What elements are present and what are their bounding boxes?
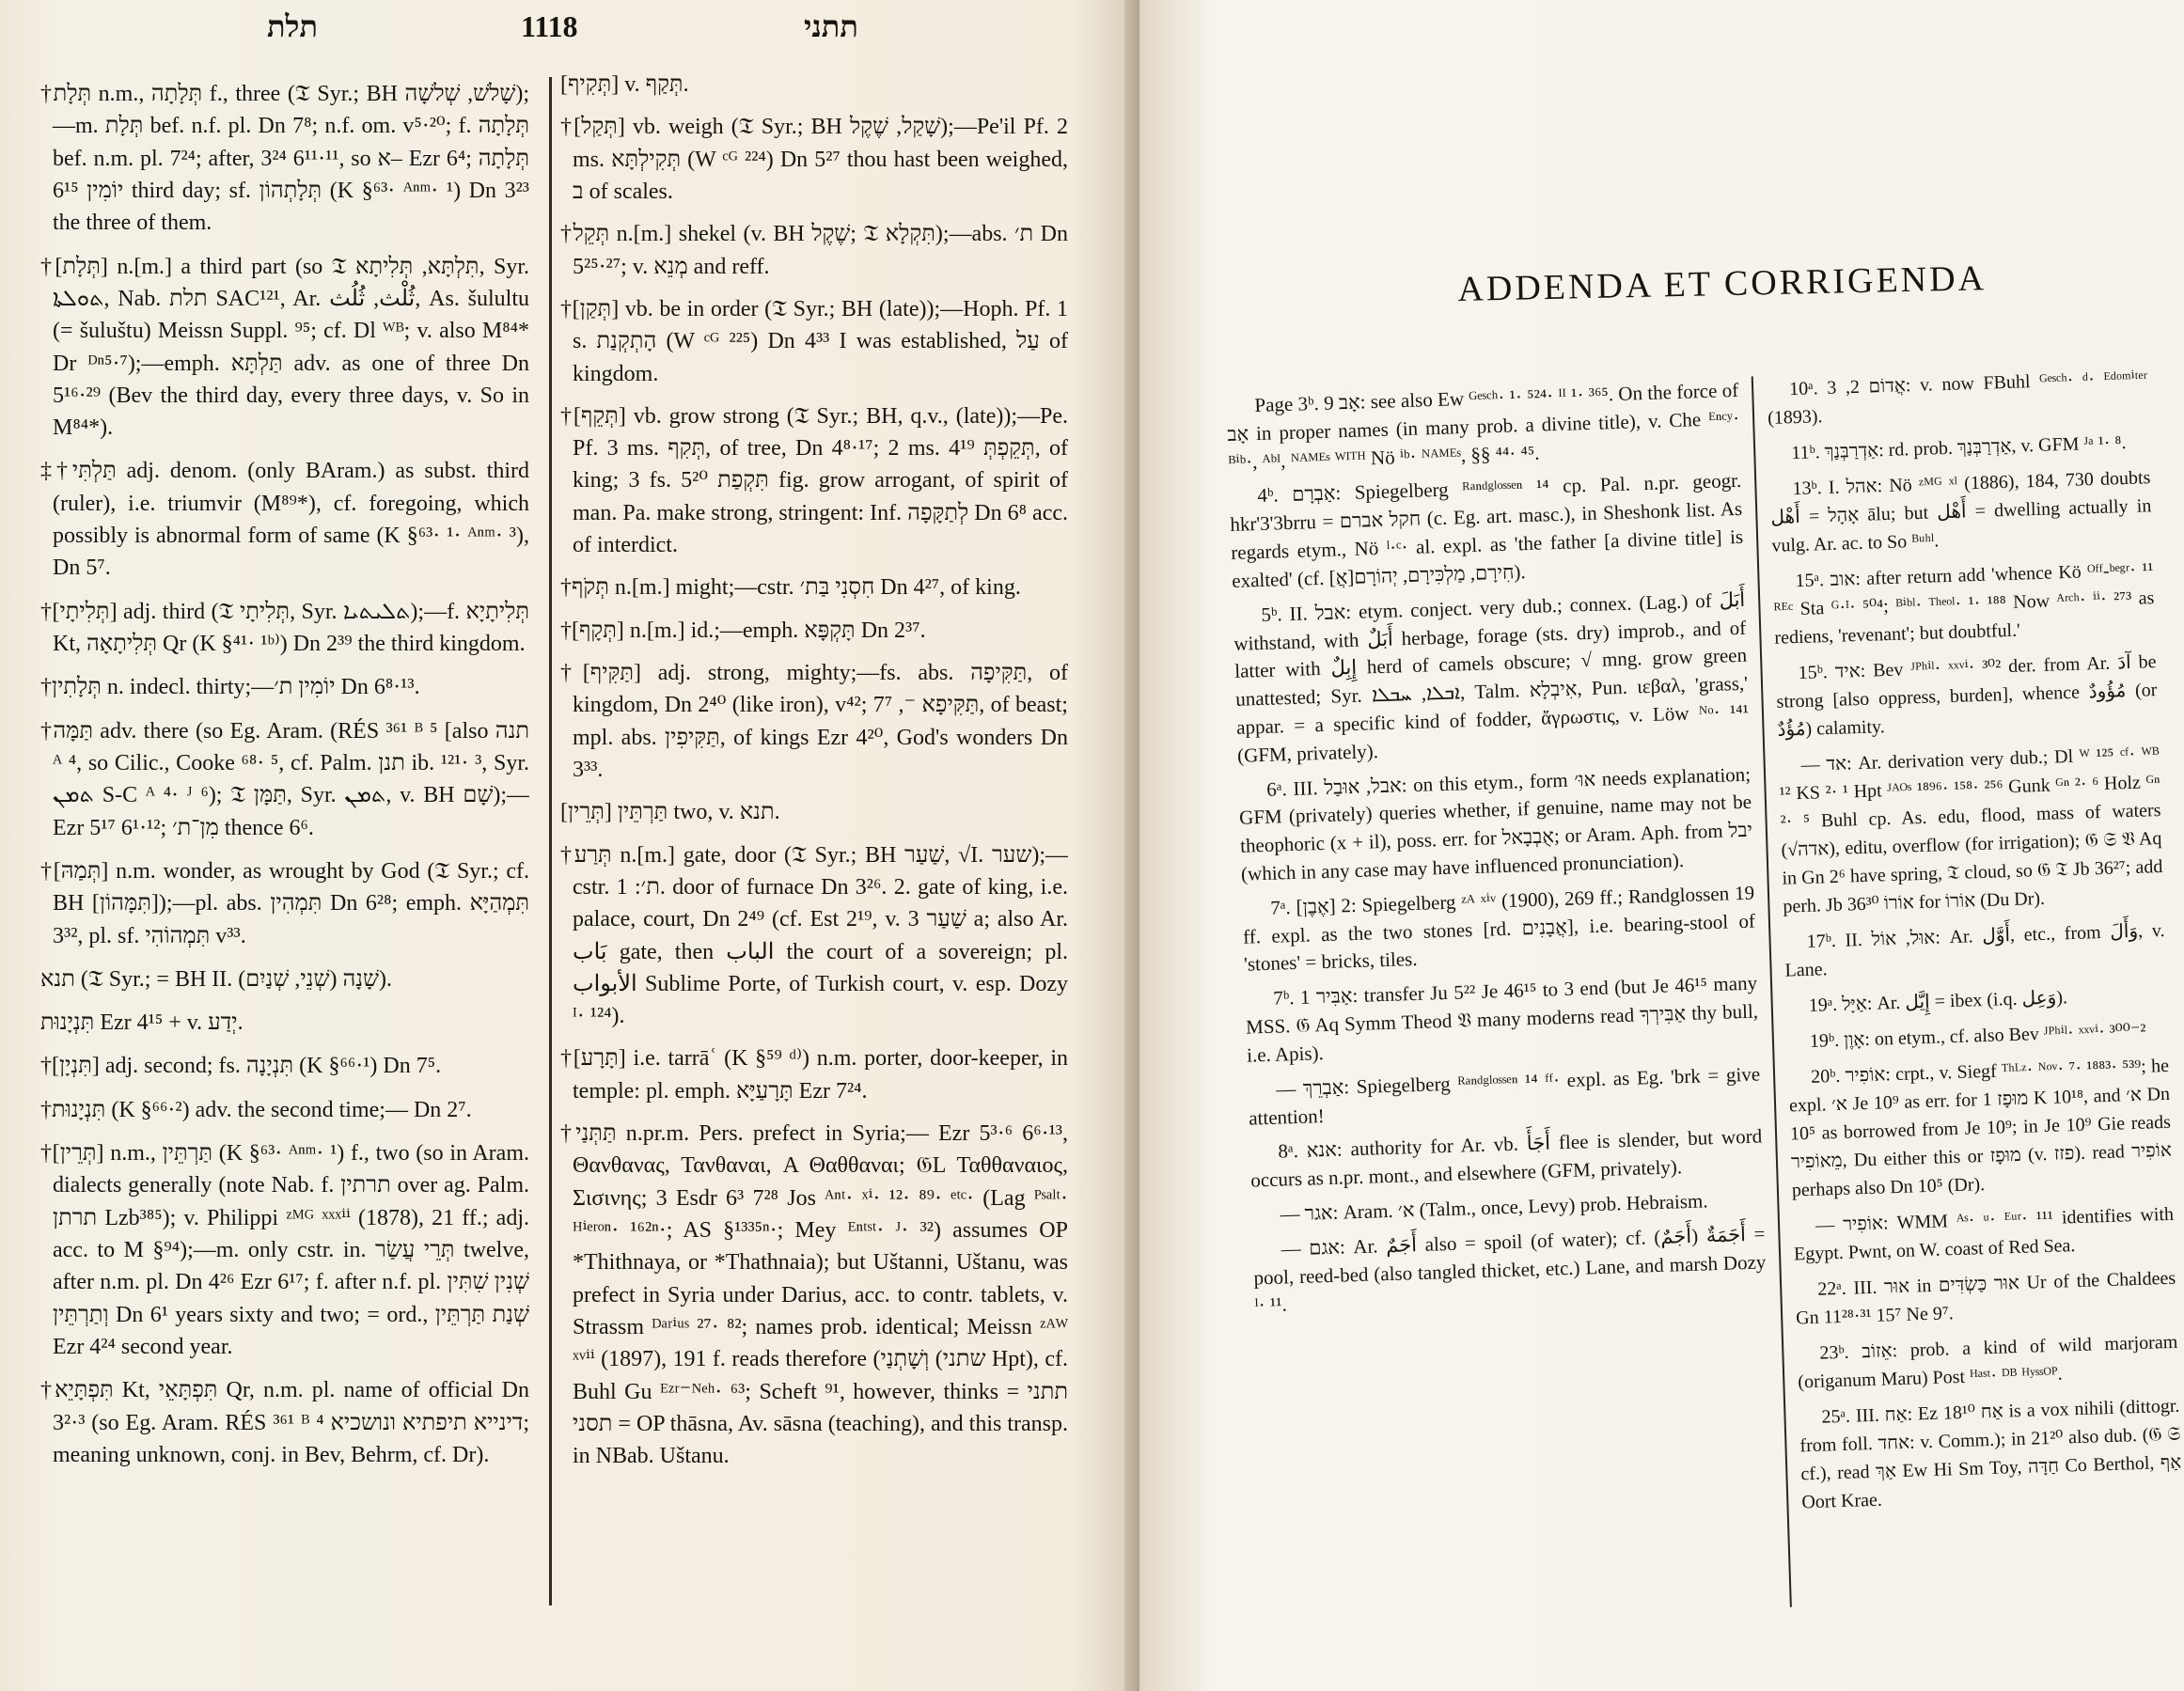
addenda-entry: — אד: Ar. derivation very dub.; Dl ᵂ ¹²⁵ ᶜᶠ· ᵂᴮ ¹² KS ²· ¹ Hpt ᴶᴬᴼˢ ¹⁸⁹⁶· ¹⁵⁸· ²⁵⁶ Gunk ᴳⁿ ²· ⁶ Holz ᴳⁿ ²· ⁵ Buhl cp. As. edu, flood, mass of waters (√אדה), editu, overflow (for irrigation); 𝔊 𝔖 𝔙 Aq in Gn 2⁶ have spring, 𝔗 cloud, so 𝔊 𝔗 Jb 36²⁷; add perh. Jb 36³⁰ אוֹרוֹ for אוֹרוֹ (Du Dr). (1779, 744, 2163, 917)
dictionary-entry: †[תַּקִּיף] adj. strong, mighty;—fs. abs. תַּקִּיפָה, of kingdom, Dn 2⁴⁰ (like iron), v⁴²; תַּקִּיפָא ⁻, 7⁷, of beast; mpl. abs. תַּקִּיפִין, of kings Ezr 4²⁰, God's wonders Dn 3³³. (560, 661, 1068, 782)
dictionary-entry: †[תְּרֵין] n.m., תַּרְתֵּין (K §⁶³· ᴬⁿᵐ· ¹) f., two (so in Aram. dialects generally (note Nab. f. תרתין over ag. Palm. תרתן Lzb³⁸⁵); v. Philippi ᶻᴹᴳ ˣˣˣⁱⁱ (1878), 21 ff.; adj. acc. to M §⁹⁴);—m. only cstr. in. תְּרֵי עֲשַׂר twelve, after n.m. pl. Dn 4²⁶ Ezr 6¹⁷; f. after n.f. pl. שְׁנִין שִׁתִּין וְתַרְתֵּין Dn 6¹ years sixty and two; = ord., שְׁנַת תַּרְתֵּין Ezr 4²⁴ second year. (40, 1141, 529, 1359)
addenda-entry: 7ᵇ. אַבִּיר 1: transfer Ju 5²² Je 46¹⁵ to 3 end (but Je 46¹⁵ many MSS. 𝔊 Aq Symm Theod 𝔙 many moderns read אַבִּירְךָ thy bull, i.e. Apis). (1245, 971, 1759, 1067)
addenda-entry: 7ᵃ. [אֶבֶן] 2: Spiegelberg ᶻᴬ ˣⁱᵛ (1900), 269 ff.; Randglossen 19 ff. expl. as the two stones [rd. אֲבָנִים], i.e. bearing-stool of 'stones' = bricks, tiles. (1242, 881, 1756, 977)
dictionary-entry: †[תְּקַן] vb. be in order (𝔗 Syr.; BH (late));—Hoph. Pf. 1 s. הָתְקְנַת (W ᶜᴳ ²²⁵) Dn 4³³ I was established, עַל of kingdom. (560, 296, 1068, 386)
addenda-entry: — אוֹפִיר: WMM ᴬˢ· ᵘ· ᴱᵘʳ· ¹¹¹ identifies with Egypt. Pwnt, on W. coast of Red Sea. (1793, 1203, 2175, 1265)
addenda-entry: 25ᵃ. III. אַח: Ez 18¹⁰ אַח is a vox nihili (dittogr. from foll. אחד: v. Comm.); in 21²⁰ also dub. (𝔊 𝔖 cf.), read אַךְ Ew Hi Sm Toy, חַדָּה Co Berthol, אַף Oort Krae. (1799, 1395, 2182, 1513)
right-page (1139, 0, 2184, 1691)
dictionary-entry: †תִּנְיָנוּת (K §⁶⁶·²) adv. the second time;— Dn 2⁷. (40, 1097, 472, 1122)
dictionary-entry: †[תְּלָת] n.[m.] a third part (so 𝔗 תִּלְתָּא, תְּלִיתָא, Syr. ܬܘܠܬܐ, Nab. תלת SAC¹²¹, Ar. ثُلْث, ثُلُث, As. šulultu (= šuluštu) Meissn Suppl. ⁹⁵; cf. Dl ᵂᴮ; v. also M⁸⁴* Dr ᴰⁿ⁵·⁷);—emph. תַּלְתָּא adv. as one of three Dn 5¹⁶·²⁹ (Bev the third day, every three days, v. So in M⁸⁴*). (40, 254, 529, 441)
dictionary-entry: †תְּקֹף n.[m.] might;—cstr. חִסְנִי בַּת׳ Dn 4²⁷, of king. (560, 575, 1021, 601)
addenda-entry: — אגם: Ar. أَجَمٌ also = spoil (of water); cf. أَجَمَةٌ (أَجَمٌ) = pool, reed-bed (also tangled thicket, etc.) Lane, and marsh Dozy ᴵ· ¹¹. (1253, 1222, 1767, 1317)
addenda-entry: 19ᵃ. אַיָּל: Ar. إِيَّل = ibex (i.q. وَعِل). (1808, 987, 2068, 1016)
dictionary-entry: [תְּרֵין] תַּרְתֵּין two, v. תנא. (560, 800, 780, 825)
dictionary-entry: †[תִּנְיָן] adj. second; fs. תִּנְיָנָה (K §⁶⁶·¹) Dn 7⁵. (40, 1054, 442, 1079)
addenda-entry: 10ᵃ. אֲדוֹם 2, 3: v. now FBuhl ᴳᵉˢᶜʰ· ᵈ· ᴱᵈᵒᵐⁱᵗᵉʳ (1893). (1767, 368, 2148, 429)
addenda-entry: 15ᵇ. איד: Bev ᴶᴾʰⁱˡ· ˣˣᵛⁱ· ³⁰² der. from Ar. آدَ be strong [also oppress, burden], whence مُؤُودٌ (or مُؤُدٌ) calamity. (1776, 651, 2158, 741)
left-page-column-two (560, 69, 1068, 1638)
dictionary-entry: †[תְּמַהּ] n.m. wonder, as wrought by God (𝔗 Syr.; cf. BH [תִּמָּהוֹן]);—pl. abs. תִּמְהִין Dn 6²⁸; emph. תִּמְהַיָּא 3³², pl. sf. תִּמְהוֹהִי v³³. (40, 858, 529, 948)
addenda-column-two (1767, 364, 2184, 1653)
dictionary-entry: †תְּלָתִין n. indecl. thirty;—יוֹמִין ת׳ Dn 6⁸·¹³. (40, 675, 420, 700)
dictionary-entry: †[תָּרָע] i.e. tarrāʿ (K §⁵⁹ ᵈ⁾) n.m. porter, door-keeper, in temple: pl. emph. תָּרָעַיָּא Ezr 7²⁴. (560, 1046, 1068, 1104)
dictionary-entry: †תַּתְּנַי n.pr.m. Pers. prefect in Syria;— Ezr 5³·⁶ 6⁶·¹³, Θανθανας, Τανθαναι, A Θαθθαναι; 𝔊L Ταθθαναιος, Σισινης; 3 Esdr 6³ 7²⁸ Jos ᴬⁿᵗ· ˣⁱ· ¹²· ⁸⁹· ᵉᵗᶜ· (Lag ᴾˢᵃˡᵗ· ᴴⁱᵉʳᵒⁿ· ¹⁶²ⁿ·; AS §¹³³⁵ⁿ·; Mey ᴱⁿᵗˢᵗ· ᴶ· ³²) assumes OP *Thithnaya, or *Thathnaia); but Uštanni, Uštanu, was prefect in Syria under Darius, acc. to contr. tablets, v. Strassm ᴰᵃʳⁱᵘˢ ²⁷· ⁸²; names prob. identical; Meissn ᶻᴬᵂ ˣᵛⁱⁱ (1897), 191 f. reads therefore (וְשָׁתְנַי (שתני Hpt), cf. Buhl Gu ᴱᶻʳ⁻ᴺᵉʰ· ⁶³; Scheft ⁹¹, however, thinks תתני = תסני = OP thāsna, Av. sāsna (teaching), and this transp. in NBab. Uštanu. (560, 1121, 1068, 1469)
addenda-entry: 20ᵇ. אוֹפִיר: crpt., v. Siegf ᵀʰᴸᶻ· ᴺᵒᵛ· ⁷· ¹⁸⁸³· ⁵³⁹; he expl. א׳ Je 10⁹ as err. for מוּפָז 1 K 10¹⁸, and א׳ Dn 10⁵ as borrowed from Je 10⁹; in Je 10⁹ Gie reads מֵאוֹפִיר, Du either this or מוּפָז (v. פזז). read אוֹפִיר perhaps also Dn 10⁵ (Dr). (1788, 1055, 2173, 1201)
addenda-entry: 6ᵃ. III. אבל, אוּבַל: on this etym., form אוּ׳ needs explanation; GFM (privately) queries whether, if genuine, name may not be theophoric (x + il), poss. err. for אֻבְבָאל; or Aram. Aph. from יבל (which in any case may have influenced pronunciation). (1238, 762, 1753, 885)
addenda-entry: Page 3ᵇ. אָב 9: see also Ew ᴳᵉˢᶜʰ· ¹· ⁵²⁴· ᴵᴵ ¹· ³⁶⁵. On the force of אָב in proper names (in many prob. a divine title), v. Che ᴱⁿᶜʸ· ᴮⁱᵇ·, ᴬᵇᴵ, ᴺᴬᴹᴱˢ ᵂᴵᵀᴴ Nö ⁱᵇ· ᴺᴬᴹᴱˢ, §§ ⁴⁴· ⁴⁵. (1226, 378, 1740, 474)
addenda-entry: 17ᵇ. II. אוּל, אוֹל: Ar. أَوَّل, etc., from وَأَلَ, v. Lane. (1784, 919, 2165, 981)
addenda-entry: 22ᵃ. III. אוּר in אוּר כַּשְׂדִּים Ur of the Chaldees Gn 11²⁸·³¹ 15⁷ Ne 9⁷. (1795, 1267, 2176, 1329)
dictionary-entry: †תִּפְתָּיֵא Kt, תִּפְתָּאֵי Qr, n.m. pl. name of official Dn 3²·³ (so Eg. Aram. RÉS ³⁶¹ ᴮ ⁴ דינייא תיפתיא ונושכיא; meaning unknown, conj. in Bev, Behrm, cf. Dr). (40, 1378, 529, 1467)
addenda-entry: — אגר: Aram. א׳ (Talm., once, Levy) prob. Hebraism. (1280, 1189, 1708, 1226)
addenda-entry: 15ᵃ. אוב: after return add 'whence Kö ᴼᶠᶠ-ᵇᵉᵍʳ· ¹¹ ᴿᴱᶜ Sta ᴳ·ᴵ· ⁵⁰⁴; ᴮⁱᵇˡ· ᵀʰᵉᵒˡ· ¹· ¹⁸⁸ Now ᴬʳᶜʰ· ⁱⁱ· ²⁷³ as rediens, 'revenant'; but doubtful.' (1773, 559, 2155, 649)
right-running-head: תתני (804, 9, 858, 43)
left-page-column-one (40, 78, 529, 1648)
dictionary-entry: †תַּמָּה adv. there (so Eg. Aram. (RÉS ³⁶¹ ᴮ ⁵ [also תנה ᴬ ⁴, so Cilic., Cooke ⁶⁸· ⁵, cf. Palm. תנן ib. ¹²¹· ³, Syr. ܬܡܢ S-C ᴬ ⁴· ᴶ ⁶); 𝔗 תַּמָּן, Syr. ܬܡܢ, v. BH שָׁם);—Ezr 5¹⁷ 6¹·¹²; מִן־ת׳ thence 6⁶. (40, 718, 529, 840)
addenda-title: ADDENDA ET CORRIGENDA (1457, 258, 1988, 309)
addenda-entry: 5ᵇ. II. אבל: etym. conject. very dub.; connex. (Lag.) of أَبَلَ withstand, with أَبَلٌ herbage, forage (sts. dry) improb., and of latter with إِبِلٌ herd of camels obscure; √ mng. grow green unattested; Syr. ܐܒܠܐ, ܚܒܠܐ, Talm. אִיבְלָא, Pun. ιεβαλ, 'grass,' appar. = a specific kind of fodder, ἄγρωστις, v. Löw ᴺᵒ· ¹⁴¹ (GFM, privately). (1233, 587, 1750, 767)
dictionary-entry: †[תְּקֵף] vb. grow strong (𝔗 Syr.; BH, q.v., (late));—Pe. Pf. 3 ms. תְּקִף, of tree, Dn 4⁸·¹⁷; 2 ms. תְּקֵפְתְּ 4¹⁹, of king; 3 fs. תִּקְפַת 5²⁰ fig. grow arrogant, of spirit of man. Pa. make strong, stringent: Inf. לְתַקָּפָה Dn 6⁸ acc. of interdict. (560, 403, 1068, 558)
dictionary-entry: תנא (𝔗 Syr.; = BH II. שָׁנָה (שְׁנֵי, שְׁנַיִם)). (40, 966, 393, 992)
addenda-entry: — אַבְרֵךְ: Spiegelberg ᴿᵃⁿᵈᵍˡᵒˢˢᵉⁿ ¹⁴ ᶠᶠ· expl. as Eg. 'brk = give attention! (1248, 1062, 1761, 1130)
dictionary-entry: †[תְּקָף] n.[m.] id.;—emph. תָּקְפָּא Dn 2³⁷. (560, 618, 926, 643)
addenda-entry: 23ᵇ. אֵזוֹב: prob. a kind of wild marjoram (origanum Maru) Post ᴴᵃˢᵗ· ᴰᴮ ᴴʸˢˢᴼᴾ. (1798, 1331, 2178, 1393)
addenda-entry: 4ᵇ. אַבְרָם: Spiegelberg ᴿᵃⁿᵈᵍˡᵒˢˢᵉⁿ ¹⁴ cp. Pal. n.pr. geogr. hkr'3'3brru = חקל אברם (c. Eg. art. masc.), in Sheshonk list. As regards etym., Nö ˡ·ᶜ· al. expl. as 'the father [a divine title] is exalted' (cf. [אֲ]חִירָם, מַלְכִּירָם, יְהוֹרָם). (1230, 469, 1744, 592)
addenda-entry: 19ᵇ. אָוֶן: on etym., cf. also Bev ᴶᴾʰⁱˡ· ˣˣᵛⁱ· ³⁰⁰⁻² (1809, 1020, 2146, 1052)
addenda-entry: 8ᵃ. אנא: authority for Ar. vb. أَجَأَ flee is slender, but word occurs as n.pr. mont., and elsewhere (GFM, privately). (1249, 1124, 1763, 1192)
dictionary-entry: [תְּקִיף] v. תְּקַף. (560, 72, 689, 97)
dictionary-entry: ‡†תַּלְתִּי adj. denom. (only BAram.) as subst. third (ruler), i.e. triumvir (M⁸⁹*), cf. foregoing, which possibly is abnormal form of same (K §⁶³· ¹· ᴬⁿᵐ· ³), Dn 5⁷. (40, 459, 529, 581)
dictionary-entry: †תְּקֵל n.[m.] shekel (v. BH שֶׁקֶל; 𝔗 תִּקְלָא);—abs. ת׳ Dn 5²⁵·²⁷; v. מְנֵא and reff. (560, 222, 1068, 279)
addenda-entry: 13ᵇ. I. אהל: Nö ᶻᴹᴳ ˣˡ (1886), 184, 730 doubts אָהָל = أَهْل ālu; but أَهْل = dwelling actually in vulg. Ar. ac. to So ᴮᵘʰˡ. (1770, 467, 2152, 556)
dictionary-entry: †תְּרַע n.[m.] gate, door (𝔗 Syr.; BH שַׁעַר, √I. שער);—cstr. ת׳: 1. door of furnace Dn 3²⁶. 2. gate of king, i.e. palace, court, Dn 2⁴⁹ (cf. Est 2¹⁹, v. שַׁעַר 3 a; also Ar. بَاب gate, then الباب the court of a sovereign; pl. الأبواب Sublime Porte, of Turkish court, v. esp. Dozy ᴵ· ¹²⁴). (560, 842, 1068, 1029)
page-number: 1118 (521, 9, 578, 43)
dictionary-entry: †[תְּלִיתָי] adj. third (𝔗 תְּלִיתָי, Syr. ܬܠܝܬܝܐ);—f. תְּלִיתָיָא Kt, תְּלִיתָאָה Qr (K §⁴¹· ¹ᵇ⁾) Dn 2³⁹ the third kingdom. (40, 599, 529, 656)
addenda-columns (1226, 364, 2184, 1691)
left-running-head: תלת (267, 9, 318, 43)
addenda-column-one (1226, 377, 1778, 1670)
left-page-column-divider (549, 77, 552, 1605)
addenda-entry: 11ᵇ. אַדְרַבְּנַךְ: rd. prob. אַדְרַבְּנַךְ, v. GFM ᴶᵃ ¹· ⁸. (1790, 431, 2127, 464)
dictionary-entry: †תְּלָת n.m., תְּלָתָה f., three (𝔗 Syr.; BH שָׁלֹשׁ, שְׁלשָׁה);—m. תְּלָת bef. n.f. pl. Dn 7⁸; n.f. om. v⁵·²⁰; f. תְּלָתָה bef. n.m. pl. 7²⁴; after, 3²⁴ 6¹¹·¹¹, so א– Ezr 6⁴; תְּלָתָה יוֹמִין 6¹⁵ third day; sf. תְּלָתְהוֹן (K §⁶³· ᴬⁿᵐ· ¹) Dn 3²³ the three of them. (40, 82, 529, 236)
dictionary-entry: †[תְּקַל] vb. weigh (𝔗 Syr.; BH שָׁקַל, שֶׁקֶל);—Pe'il Pf. 2 ms. תְּקִילְתָּא (W ᶜᴳ ²²⁴) Dn 5²⁷ thou hast been weighed, ב of scales. (560, 115, 1068, 204)
dictionary-entry: תִּנְיָנוּת Ezr 4¹⁵ + v. יְדַע. (40, 1010, 244, 1036)
